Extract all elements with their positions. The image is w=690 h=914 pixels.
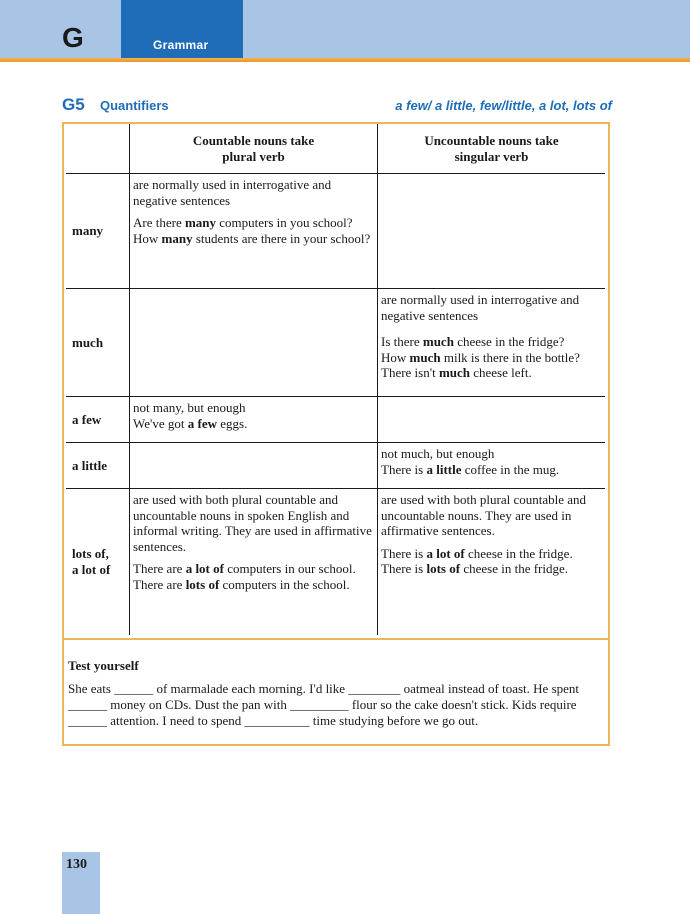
row-label-lots-of: lots of, a lot of <box>72 546 111 577</box>
table-row-a-little <box>66 443 605 489</box>
header-rule <box>0 58 690 62</box>
row-label-a-few: a few <box>66 397 130 443</box>
header-countable: Countable nouns take plural verb <box>130 124 378 174</box>
chapter-letter: G <box>62 22 84 53</box>
chapter-letter-block <box>0 0 120 58</box>
section-number: G5 <box>62 95 85 114</box>
test-heading: Test yourself <box>68 658 139 673</box>
table-row-much <box>66 289 605 397</box>
lots-of-countable-cell: are used with both plural countable and uncountable nouns in spoken English and informal writing. They are used in affirmative sentences. There are a lot of computers in our school. There are lots of computers in the school. <box>130 489 378 635</box>
row-label-many: many <box>66 174 130 289</box>
much-uncountable-cell: are normally used in interrogative and negative sentences Is there much cheese in the fridge? How much milk is there in the bottle? There isn't much cheese left. <box>378 289 606 397</box>
quantifiers-table <box>66 124 605 635</box>
a-little-uncountable-cell: not much, but enough There is a little coffee in the mug. <box>378 443 606 489</box>
table-row-a-few <box>66 397 605 443</box>
much-countable-cell <box>130 289 378 397</box>
row-label-a-little: a little <box>66 443 130 489</box>
row-label-much: much <box>66 289 130 397</box>
a-few-countable-cell: not many, but enough We've got a few eggs. <box>130 397 378 443</box>
header-uncountable: Uncountable nouns take singular verb <box>378 124 606 174</box>
page-number-tab <box>62 852 100 914</box>
page-number: 130 <box>66 857 87 872</box>
lots-of-uncountable-cell: are used with both plural countable and uncountable nouns. They are used in affirmative sentences. There is a lot of cheese in the fridge. There is lots of cheese in the fridge. <box>378 489 606 635</box>
test-text: She eats ______ of marmalade each morning. I'd like ________ oatmeal instead of toast. He spent ______ money on CDs. Dust the pan with _________ flour so the cake doesn't stick. Kids require ______ attention. I need to spend __________ time studying before we go out. <box>68 681 580 728</box>
a-little-countable-cell <box>130 443 378 489</box>
test-divider <box>62 638 610 640</box>
chapter-tab <box>121 0 243 58</box>
header-empty-cell <box>66 124 130 174</box>
many-uncountable-cell <box>378 174 606 289</box>
many-countable-cell: are normally used in interrogative and negative sentences Are there many computers in you school? How many students are there in your school? <box>130 174 378 289</box>
section-title: Quantifiers <box>100 98 169 113</box>
chapter-tab-label: Grammar <box>153 38 209 52</box>
table-header-row <box>66 124 605 174</box>
a-few-uncountable-cell <box>378 397 606 443</box>
table-row-lots-of <box>66 489 605 635</box>
section-subtitle: a few/ a little, few/little, a lot, lots of <box>395 98 612 113</box>
table-row-many <box>66 174 605 289</box>
